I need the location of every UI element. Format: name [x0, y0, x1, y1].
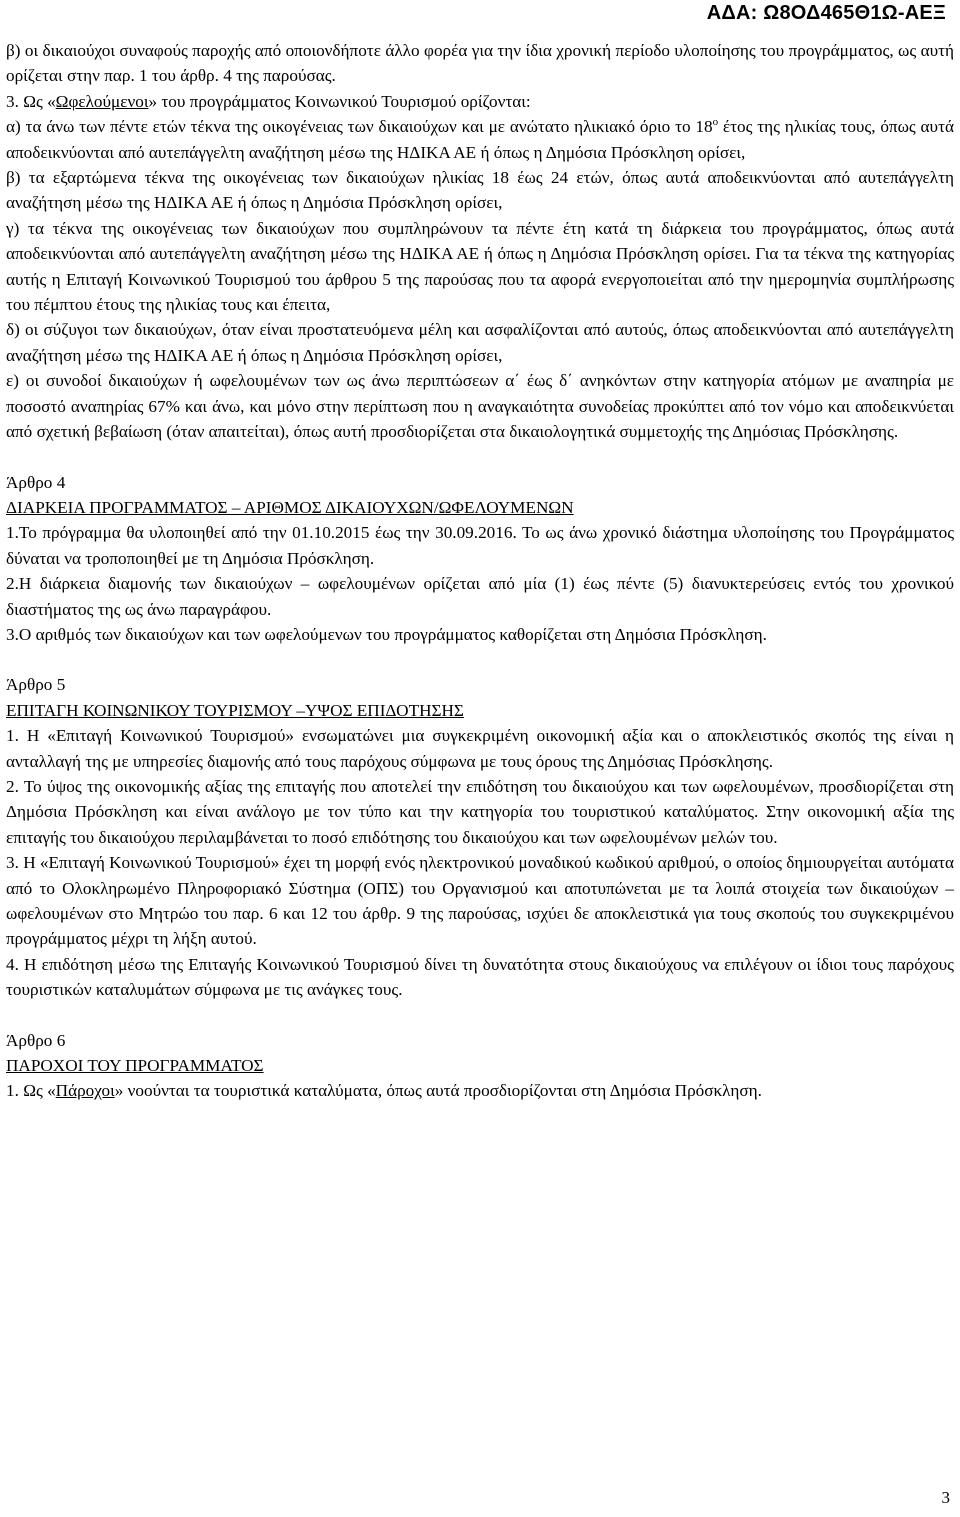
spacer [6, 1003, 954, 1028]
article-5-paragraph-2: 2. Το ύψος της οικονομικής αξίας της επιταγής που αποτελεί την επιδότηση του δικαιούχου και των ωφελουμένων, προσδιορίζεται στη Δημόσια Πρόσκληση και είναι ανάλογο με τον τύπο και την κατηγορία του τουριστικού καταλύματος. Στην οικονομική αξία της επιταγής του δικαιούχου περιλαμβάνεται το ποσό επιδότησης του δικαιούχου και των ωφελουμένων μελών του. [6, 776, 954, 847]
article-4-paragraph-2: 2.Η διάρκεια διαμονής των δικαιούχων – ωφελουμένων ορίζεται από μία (1) έως πέντε (5) διανυκτερεύσεις εντός του χρονικού διαστήματος της ως άνω παραγράφου. [6, 574, 954, 619]
paragraph-epsilon: ε) οι συνοδοί δικαιούχων ή ωφελουμένων των ως άνω περιπτώσεων α΄ έως δ΄ ανηκόντων στην κατηγορία ατόμων με αναπηρία με ποσοστό αναπηρίας 67% και άνω, και μόνο στην περίπτωση που η αναγκαιότητα συνοδείας προκύπτει από τον νόμο και αποδεικνύεται από σχετική βεβαίωση (όταν απαιτείται), όπως αυτή προσδιορίζεται στα δικαιολογητικά συμμετοχής της Δημόσιας Πρόσκλησης. [6, 371, 954, 442]
article-5-paragraph-4: 4. Η επιδότηση μέσω της Επιταγής Κοινωνικού Τουρισμού δίνει τη δυνατότητα στους δικαιούχους να επιλέγουν οι ίδιοι τους παρόχους τουριστικών καταλυμάτων σύμφωνα με τις ανάγκες τους. [6, 954, 954, 1000]
paragraph-text: » νοούνται τα τουριστικά καταλύματα, όπως αυτά προσδιορίζονται στη Δημόσια Πρόσκληση. [114, 1081, 762, 1101]
paragraph-beneficiaries-intro [6, 89, 954, 114]
spacer [6, 647, 954, 672]
term-providers: Πάροχοι [55, 1081, 115, 1101]
article-4-paragraph-3: 3.Ο αριθμός των δικαιούχων και των ωφελούμενων του προγράμματος καθορίζεται στη Δημόσια Πρόσκληση. [6, 624, 767, 644]
paragraph-number: 1. Ως « [6, 1081, 56, 1101]
article-5-title: Άρθρο 5 [6, 675, 66, 695]
alpha-text-cont: έτος της ηλικίας τους, όπως αυτά αποδεικνύονται από αυτεπάγγελτη αναζήτηση μέσω της ΗΔΙΚΑ ΑΕ ή όπως η Δημόσια Πρόσκληση ορίσει, [6, 117, 954, 162]
page-number: 3 [941, 1488, 950, 1507]
article-5-heading: ΕΠΙΤΑΓΗ ΚΟΙΝΩΝΙΚΟΥ ΤΟΥΡΙΣΜΟΥ –ΥΨΟΣ ΕΠΙΔΟΤΗΣΗΣ [6, 700, 464, 720]
paragraph-beta: β) τα εξαρτώμενα τέκνα της οικογένειας των δικαιούχων ηλικίας 18 έως 24 ετών, όπως αυτά αποδεικνύονται από αυτεπάγγελτη αναζήτηση μέσω της ΗΔΙΚΑ ΑΕ ή όπως η Δημόσια Πρόσκληση ορίσει, [6, 168, 954, 213]
article-4-heading: ΔΙΑΡΚΕΙΑ ΠΡΟΓΡΑΜΜΑΤΟΣ – ΑΡΙΘΜΟΣ ΔΙΚΑΙΟΥΧΩΝ/ΩΦΕΛΟΥΜΕΝΩΝ [6, 497, 574, 517]
article-6-paragraph-1 [6, 1078, 954, 1103]
paragraph-gamma: γ) τα τέκνα της οικογένειας των δικαιούχων που συμπληρώνουν τα πέντε έτη κατά τη διάρκεια του προγράμματος, όπως αυτά αποδεικνύονται από αυτεπάγγελτη αναζήτηση μέσω της ΗΔΙΚΑ ΑΕ ή όπως η Δημόσια Πρόσκληση ορίσει. Για τα τέκνα της κατηγορίας αυτής η Επιταγή Κοινωνικού Τουρισμού του άρθρου 5 της παρούσας που τα αφορά ενεργοποιείται από την ημερομηνία συμπλήρωσης του πέμπτου έτους της ηλικίας τους και έπειτα, [6, 218, 954, 315]
term-beneficiaries: Ωφελούμενοι [55, 91, 149, 111]
paragraph-alpha [6, 114, 954, 165]
article-6-title: Άρθρο 6 [6, 1030, 66, 1050]
article-6-heading: ΠΑΡΟΧΟΙ ΤΟΥ ΠΡΟΓΡΑΜΜΑΤΟΣ [6, 1056, 264, 1076]
spacer [6, 445, 954, 470]
ada-code: ΑΔΑ: Ω8ΟΔ465Θ1Ω-ΑΕΞ [706, 2, 946, 24]
paragraph-text: » του προγράμματος Κοινωνικού Τουρισμού ορίζονται: [148, 91, 531, 111]
paragraph-number: 3. Ως « [6, 91, 56, 111]
article-5-paragraph-3: 3. Η «Επιταγή Κοινωνικού Τουρισμού» έχει τη μορφή ενός ηλεκτρονικού μοναδικού κωδικού αριθμού, ο οποίος δημιουργείται αυτόματα από το Ολοκληρωμένο Πληροφοριακό Σύστημα (ΟΠΣ) του Οργανισμού και αποτυπώνεται με τα λοιπά στοιχεία των δικαιούχων – ωφελουμένων στο Μητρώο του παρ. 6 και 12 του άρθρ. 9 της παρούσας, ισχύει δε αποκλειστικά για τους σκοπούς του συγκεκριμένου προγράμματος μέχρι τη λήξη αυτού. [6, 853, 954, 949]
article-4-title: Άρθρο 4 [6, 472, 66, 492]
article-4-paragraph-1: 1.Το πρόγραμμα θα υλοποιηθεί από την 01.10.2015 έως την 30.09.2016. Το ως άνω χρονικό διάστημα υλοποίησης του Προγράμματος δύναται να τροποποιηθεί με τη Δημόσια Πρόσκληση. [6, 523, 954, 568]
paragraph-beta-prev: β) οι δικαιούχοι συναφούς παροχής από οποιονδήποτε άλλο φορέα για την ίδια χρονική περίοδο υλοποίησης του προγράμματος, ως αυτή ορίζεται στην παρ. 1 του άρθρ. 4 της παρούσας. [6, 41, 954, 86]
article-5-paragraph-1: 1. Η «Επιταγή Κοινωνικού Τουρισμού» ενσωματώνει μια συγκεκριμένη οικονομική αξία και ο αποκλειστικός σκοπός της είναι η ανταλλαγή της με υπηρεσίες διαμονής από τους παρόχους σύμφωνα με τους όρους της Δημόσιας Πρόσκλησης. [6, 726, 954, 771]
ordinal-superscript: ο [712, 116, 719, 129]
paragraph-delta: δ) οι σύζυγοι των δικαιούχων, όταν είναι προστατευόμενα μέλη και ασφαλίζονται από αυτούς, όπως αποδεικνύονται από αυτεπάγγελτη αναζήτηση μέσω της ΗΔΙΚΑ ΑΕ ή όπως η Δημόσια Πρόσκληση ορίσει, [6, 320, 954, 365]
alpha-text: α) τα άνω των πέντε ετών τέκνα της οικογένειας των δικαιούχων και με ανώτατο ηλικιακό όριο το 18 [6, 117, 713, 137]
document-body [6, 38, 954, 1104]
